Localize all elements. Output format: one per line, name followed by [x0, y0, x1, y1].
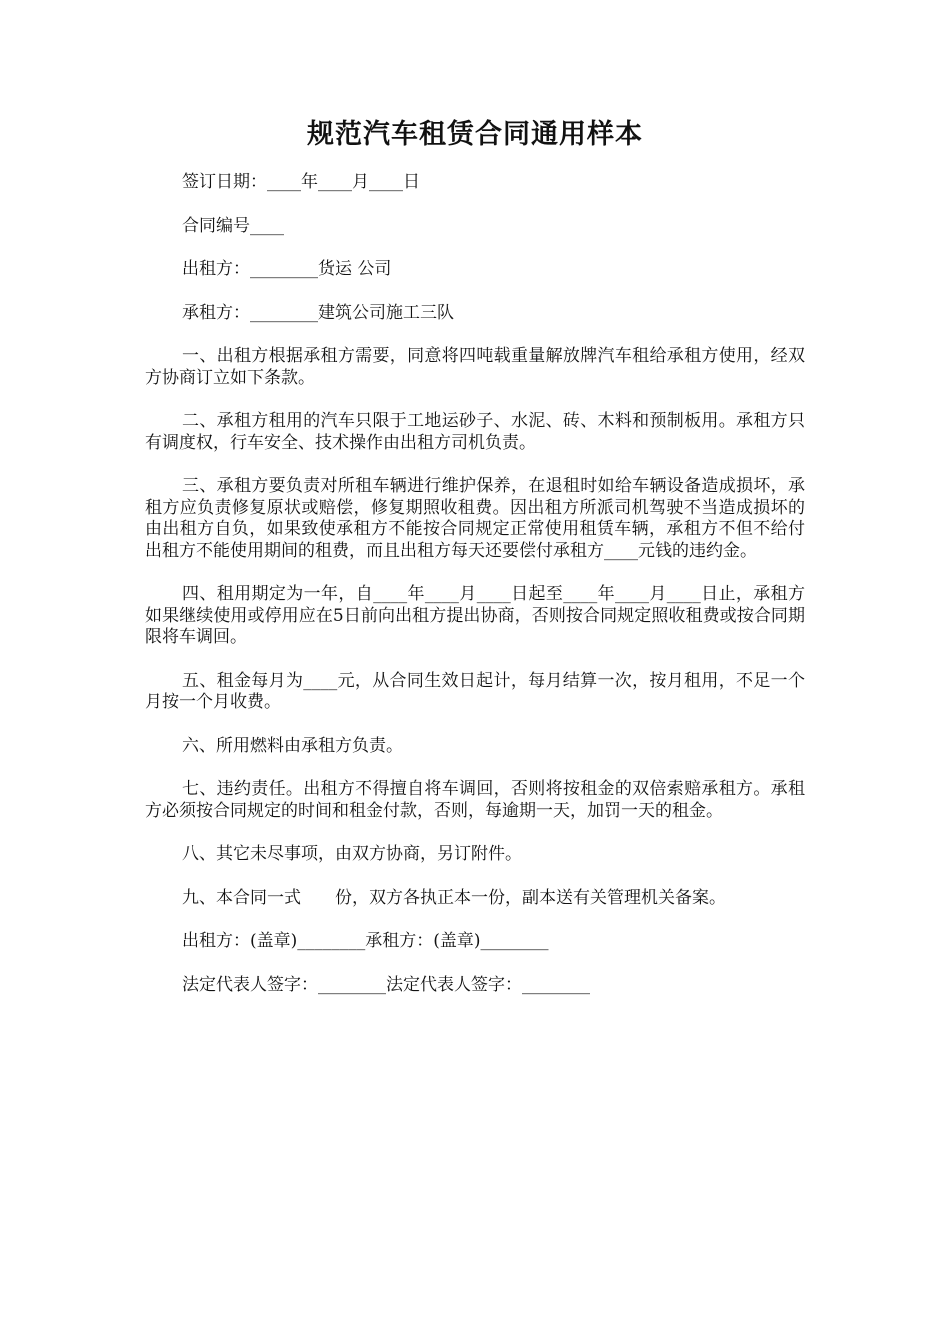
- document-body: [145, 172, 805, 1018]
- lessor-line: 出租方：________货运 公司: [182, 259, 392, 279]
- clause-2: 二、承租方租用的汽车只限于工地运砂子、水泥、砖、木料和预制板用。承租方只有调度权，行车安全、技术操作由出租方司机负责。: [145, 411, 805, 453]
- document-title: 规范汽车租赁合同通用样本: [307, 119, 643, 150]
- contract-number-line: 合同编号____: [182, 215, 284, 236]
- signature-line: 法定代表人签字：________法定代表人签字：________: [182, 974, 590, 995]
- clause-4: 四、租用期定为一年，自____年____月____日起至____年____月____日止，承租方如果继续使用或停用应在5日前向出租方提出协商，否则按合同规定照收租费或按合同期限将车调回。: [145, 584, 805, 647]
- clause-3: 三、承租方要负责对所租车辆进行维护保养，在退租时如给车辆设备造成损坏，承租方应负责修复原状或赔偿，修复期照收租费。因出租方所派司机驾驶不当造成损坏的由出租方自负，如果致使承租方不能按合同规定正常使用租赁车辆，承租方不但不给付出租方不能使用期间的租费，而且出租方每天还要偿付承租方____元钱的违约金。: [145, 476, 805, 561]
- seal-line: 出租方：(盖章)________承租方：(盖章)________: [182, 931, 549, 951]
- clause-9: 九、本合同一式 份，双方各执正本一份，副本送有关管理机关备案。: [182, 887, 726, 908]
- clause-7: 七、违约责任。出租方不得擅自将车调回，否则将按租金的双倍索赔承租方。承租方必须按合同规定的时间和租金付款，否则，每逾期一天，加罚一天的租金。: [145, 779, 805, 821]
- clause-6: 六、所用燃料由承租方负责。: [182, 735, 403, 756]
- clause-8: 八、其它未尽事项，由双方协商，另订附件。: [182, 844, 522, 864]
- lessee-line: 承租方：________建筑公司施工三队: [182, 302, 454, 323]
- clause-1: 一、出租方根据承租方需要，同意将四吨载重量解放牌汽车租给承租方使用，经双方协商订立如下条款。: [145, 346, 805, 388]
- signing-date-line: 签订日期：____年____月____日: [182, 172, 420, 192]
- clause-5: 五、租金每月为____元，从合同生效日起计，每月结算一次，按月租用，不足一个月按一个月收费。: [145, 670, 805, 712]
